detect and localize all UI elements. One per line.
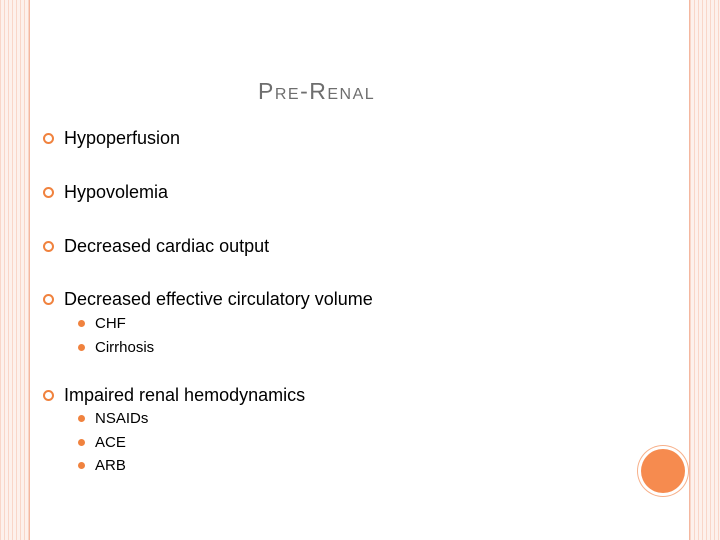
dot-bullet-icon [78, 320, 85, 327]
bullet-text: Hypoperfusion [64, 128, 181, 148]
dot-bullet-icon [78, 344, 85, 351]
bullet-item [43, 236, 269, 257]
sub-bullet-item [78, 339, 154, 356]
sub-bullet-item [78, 457, 126, 474]
bullet-text: Decreased effective circulatory volume [64, 289, 373, 309]
left-border-stripe [0, 0, 29, 540]
right-border-stripe [690, 0, 720, 540]
ring-bullet-icon [43, 241, 54, 252]
bullet-item [43, 128, 180, 149]
bullet-item [43, 289, 373, 310]
sub-bullet-item [78, 410, 148, 427]
ring-bullet-icon [43, 294, 54, 305]
bullet-text: Decreased cardiac output [64, 236, 270, 256]
ring-bullet-icon [43, 133, 54, 144]
decorative-circle [641, 449, 685, 493]
sub-bullet-item [78, 315, 126, 332]
sub-bullet-text: Cirrhosis [95, 339, 155, 356]
dot-bullet-icon [78, 415, 85, 422]
sub-bullet-item [78, 434, 126, 451]
sub-bullet-text: CHF [95, 315, 126, 332]
bullet-item [43, 182, 168, 203]
bullet-text: Impaired renal hemodynamics [64, 385, 306, 405]
ring-bullet-icon [43, 390, 54, 401]
slide-title: Pre-Renal [258, 78, 376, 104]
left-border-line [29, 0, 30, 540]
dot-bullet-icon [78, 462, 85, 469]
bullet-text: Hypovolemia [64, 182, 169, 202]
ring-bullet-icon [43, 187, 54, 198]
sub-bullet-text: ACE [95, 434, 126, 451]
sub-bullet-text: NSAIDs [95, 410, 149, 427]
sub-bullet-text: ARB [95, 457, 126, 474]
dot-bullet-icon [78, 439, 85, 446]
bullet-item [43, 385, 305, 406]
